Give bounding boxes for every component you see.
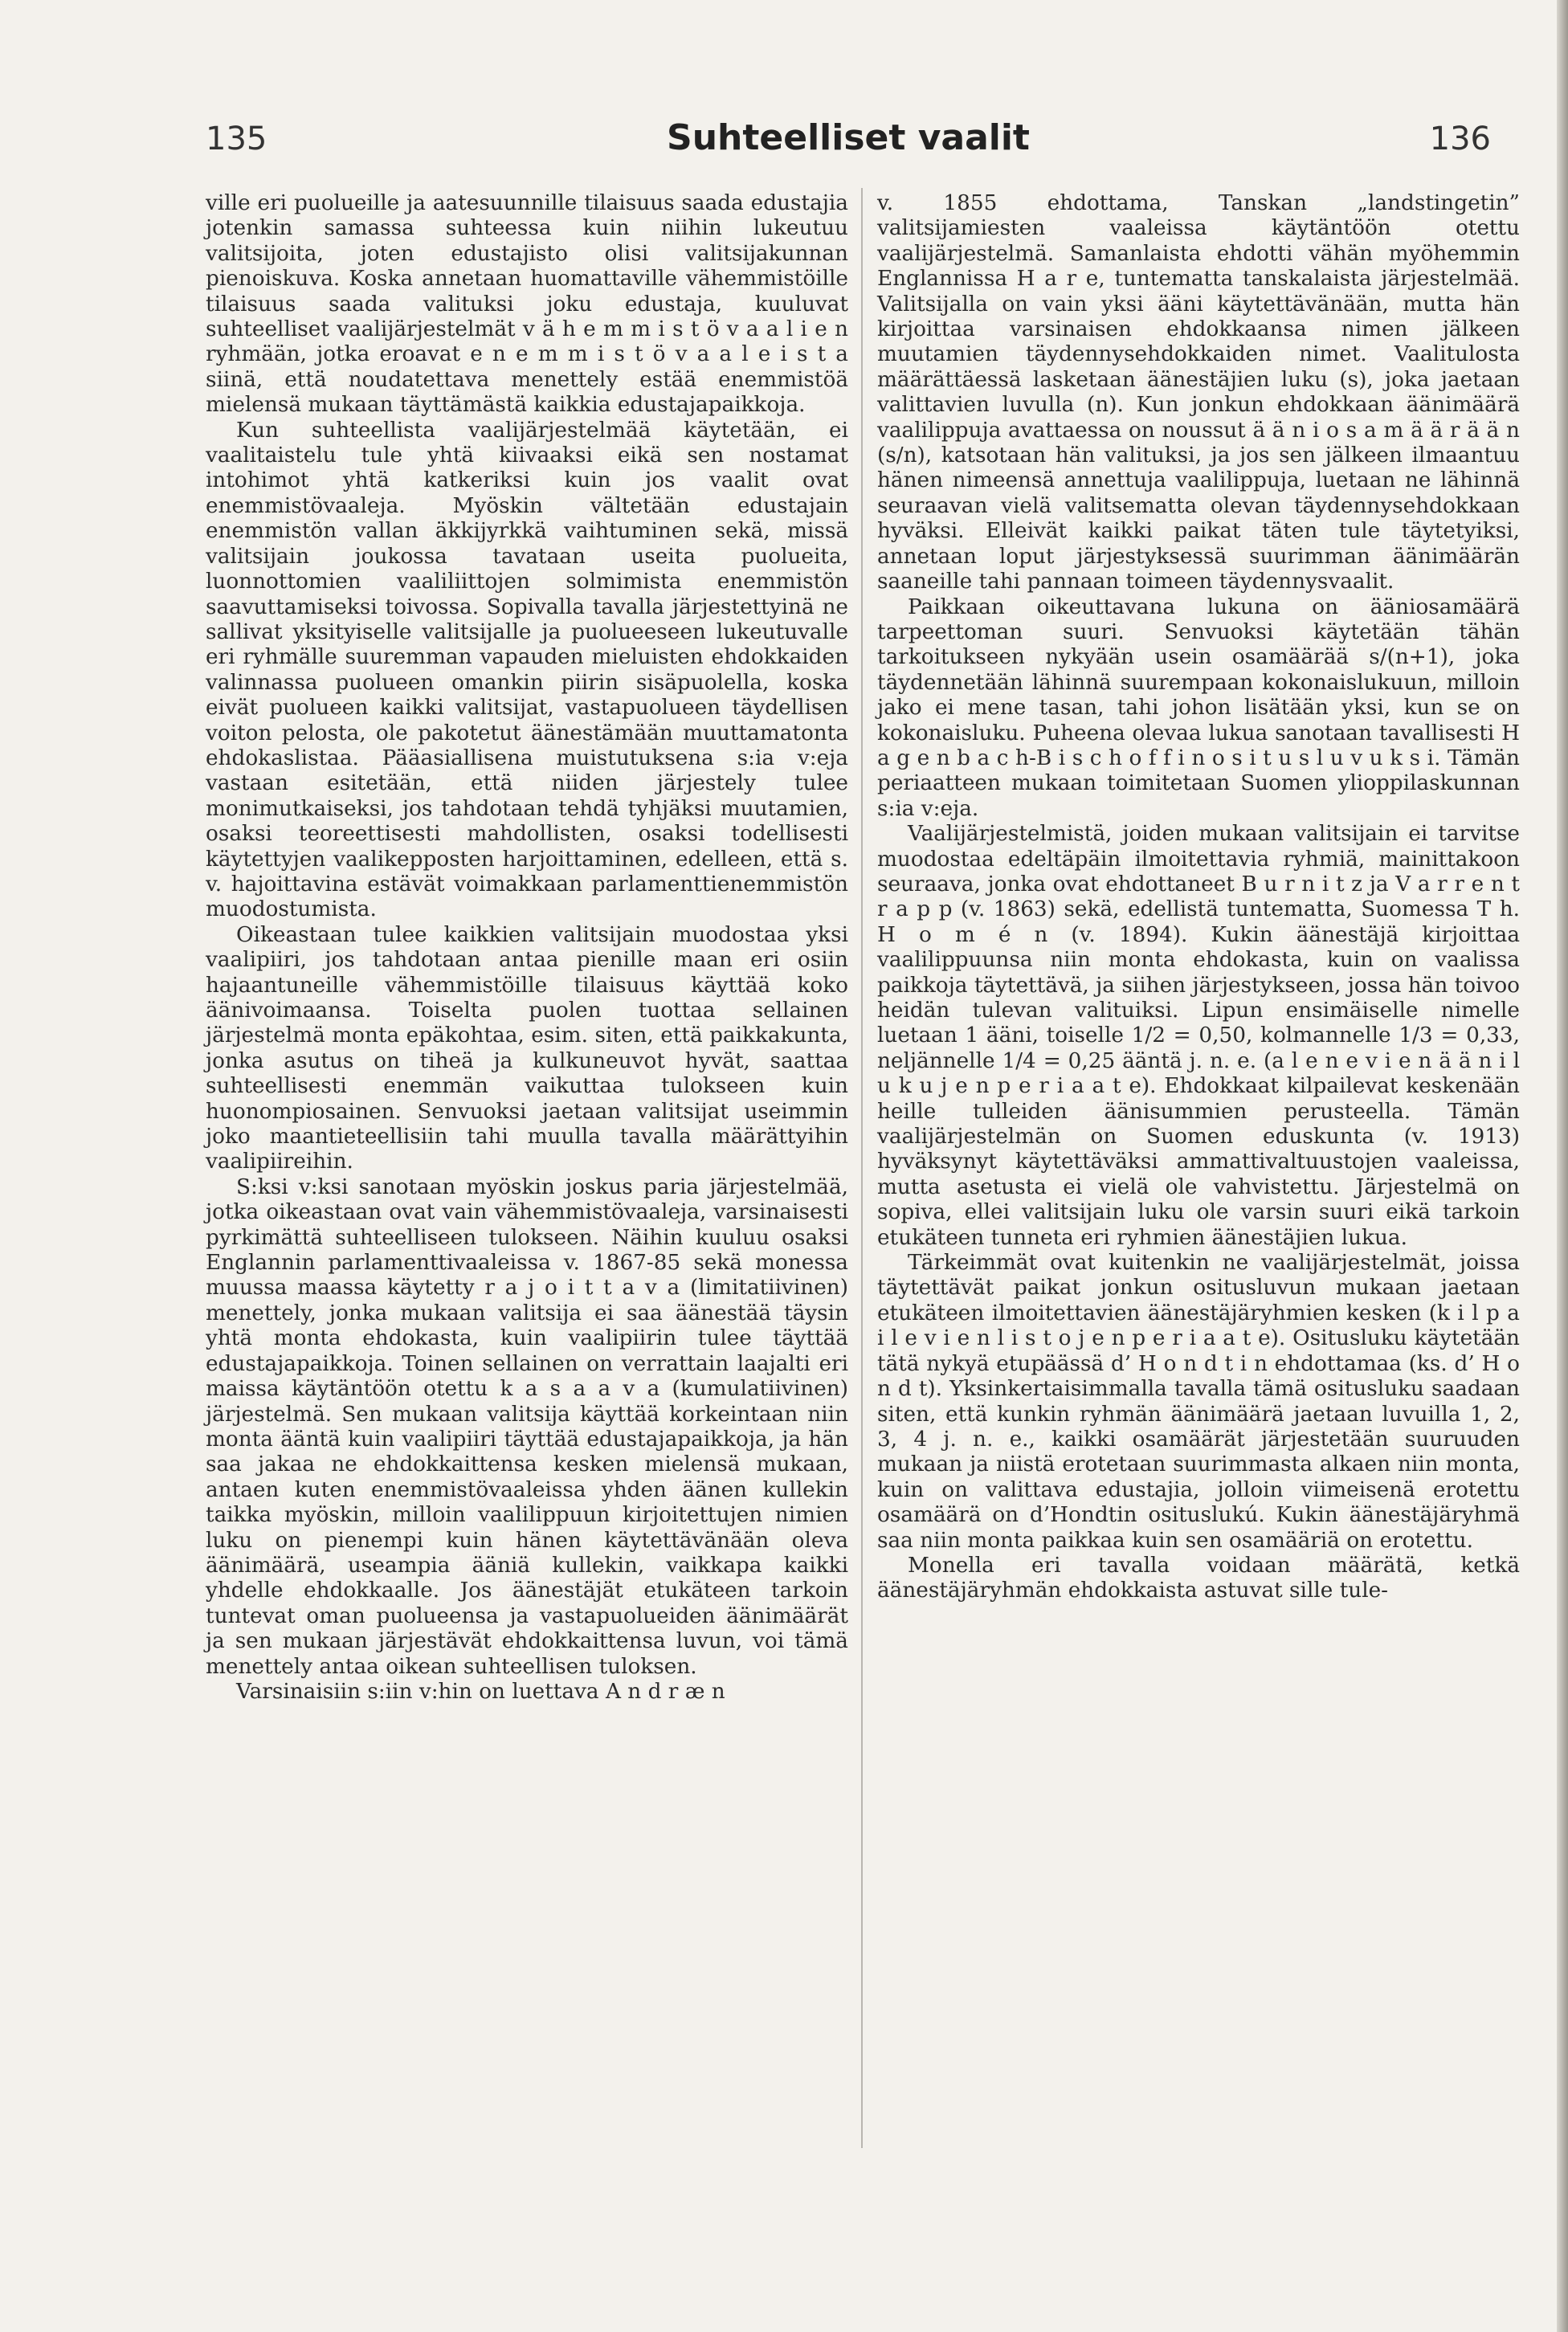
paragraph: Oikeastaan tulee kaikkien valitsijain muodostaa yksi vaalipiiri, jos tahdotaan antaa pienille maan eri osiin hajaantuneille vähemmistöille tilaisuus käyttää koko äänivoimaansa. Toiselta puolen tuottaa sellainen järjestelmä monta epäkohtaa, esim. siten, että paikkakunta, jonka asutus on tiheä ja kulkuneuvot hyvät, saattaa suhteellisesti enemmän vaikuttaa tulokseen kuin huonompiosainen. Senvuoksi jaetaan valitsijat useimmin joko maantieteellisiin tahi muulla tavalla määrättyihin vaalipiireihin. <box>206 922 848 1174</box>
left-column <box>206 191 848 1705</box>
paragraph: Vaalijärjestelmistä, joiden mukaan valitsijain ei tarvitse muodostaa edeltäpäin ilmoitettavia ryhmiä, mainittakoon seuraava, jonka ovat ehdottaneet B u r n i t z ja V a r r e n t r a p p (v. 1863) sekä, edellistä tuntematta, Suomessa T h. H o m é n (v. 1894). Kukin äänestäjä kirjoittaa vaalilippuunsa niin monta ehdokasta, kuin on vaalissa paikkoja täytettävä, ja siihen järjestykseen, jossa hän toivoo heidän tulevan valituiksi. Lipun ensimäiselle nimelle luetaan 1 ääni, toiselle 1/2 = 0,50, kolmannelle 1/3 = 0,33, neljännelle 1/4 = 0,25 ääntä j. n. e. (a l e n e v i e n ä ä n i l u k u j e n p e r i a a t e). Ehdokkaat kilpailevat keskenään heille tulleiden äänisummien perusteella. Tämän vaalijärjestelmän on Suomen eduskunta (v. 1913) hyväksynyt käytettäväksi ammattivaltuustojen vaaleissa, mutta asetusta ei vielä ole vahvistettu. Järjestelmä on sopiva, ellei valitsijain luku ole varsin suuri eikä tarkoin etukäteen tunneta eri ryhmien äänestäjien lukua. <box>877 822 1520 1250</box>
column-divider <box>861 188 863 2148</box>
paragraph: Monella eri tavalla voidaan määrätä, ketkä äänestäjäryhmän ehdokkaista astuvat sille tule- <box>877 1553 1520 1603</box>
page-edge-shadow <box>1557 0 1568 2332</box>
right-column <box>877 191 1520 1604</box>
paragraph: v. 1855 ehdottama, Tanskan „landstingetin” valitsijamiesten vaaleissa käytäntöön otettu vaalijärjestelmä. Samanlaista ehdotti vähän myöhemmin Englannissa H a r e, tuntematta tanskalaista järjestelmää. Valitsijalla on vain yksi ääni käytettävänään, mutta hän kirjoittaa varsinaisen ehdokkaansa nimen jälkeen muutamien täydennysehdokkaiden nimet. Vaalitulosta määrättäessä lasketaan äänestäjien luku (s), joka jaetaan valittavien luvulla (n). Kun jonkun ehdokkaan äänimäärä vaalilippuja avattaessa on noussut ä ä n i o s a m ä ä r ä ä n (s/n), katsotaan hän valituksi, ja jos sen jälkeen ilmaantuu hänen nimeensä annettuja vaalilippuja, luetaan ne lähinnä seuraavan vielä valitsematta olevan täydennysehdokkaan hyväksi. Elleivät kaikki paikat täten tule täytetyiksi, annetaan loput järjestyksessä suurimman äänimäärän saaneille tahi pannaan toimeen täydennysvaalit. <box>877 191 1520 594</box>
page-number-right: 136 <box>1429 120 1491 157</box>
paragraph: Kun suhteellista vaalijärjestelmää käytetään, ei vaalitaistelu tule yhtä kiivaaksi eikä sen nostamat intohimot yhtä katkeriksi kuin jos vaalit ovat enemmistövaaleja. Myöskin vältetään edustajain enemmistön vallan äkkijyrkkä vaihtuminen sekä, missä valitsijain joukossa tavataan useita puolueita, luonnottomien vaaliliittojen solmimista enemmistön saavuttamiseksi toivossa. Sopivalla tavalla järjestettyinä ne sallivat yksityiselle valitsijalle ja puolueeseen lukeutuvalle eri ryhmälle suuremman vapauden mieluisten ehdokkaiden valinnassa puolueen omankin piirin sisäpuolella, koska eivät puolueen kaikki valitsijat, vastapuolueen täydellisen voiton pelosta, ole pakotetut äänestämään muuttamatonta ehdokaslistaa. Pääasiallisena muistutuksena s:ia v:eja vastaan esitetään, että niiden järjestely tulee monimutkaiseksi, jos tahdotaan tehdä tyhjäksi muutamien, osaksi teoreettisesti mahdollisten, osaksi todellisesti käytettyjen vaalikepposten harjoittaminen, edelleen, että s. v. hajoittavina estävät voimakkaan parlamenttienemmistön muodostumista. <box>206 418 848 922</box>
paragraph: Tärkeimmät ovat kuitenkin ne vaalijärjestelmät, joissa täytettävät paikat jonkun ositusluvun mukaan jaetaan etukäteen ilmoitettavien äänestäjäryhmien kesken (k i l p a i l e v i e n l i s t o j e n p e r i a a t e). Ositusluku käytetään tätä nykyä etupäässä d’ H o n d t i n ehdottamaa (ks. d’ H o n d t). Yksinkertaisimmalla tavalla tämä ositusluku saadaan siten, että kunkin ryhmän äänimäärä jaetaan luvuilla 1, 2, 3, 4 j. n. e., kaikki osamäärät järjestetään suuruuden mukaan ja niistä erotetaan suurimmasta alkaen niin monta, kuin on valittava edustajia, jolloin viimeisenä erotettu osamäärä on d’Hondtin osituslukú. Kukin äänestäjäryhmä saa niin monta paikkaa kuin sen osamääriä on erotettu. <box>877 1251 1520 1553</box>
paragraph: ville eri puolueille ja aatesuunnille tilaisuus saada edustajia jotenkin samassa suhteessa kuin niihin lukeutuu valitsijoita, joten edustajisto olisi valitsijakunnan pienoiskuva. Koska annetaan huomattaville vähemmistöille tilaisuus saada valituksi joku edustaja, kuuluvat suhteelliset vaalijärjestelmät v ä h e m m i s t ö v a a l i e n ryhmään, jotka eroavat e n e m m i s t ö v a a l e i s t a siinä, että noudatettava menettely estää enemmistöä mielensä mukaan täyttämästä kaikkia edustajapaikkoja. <box>206 191 848 418</box>
page-number-left: 135 <box>206 120 267 157</box>
paragraph: Varsinaisiin s:iin v:hin on luettava A n d r æ n <box>236 1679 725 1704</box>
page-header <box>206 117 1491 169</box>
paragraph: Paikkaan oikeuttavana lukuna on ääniosamäärä tarpeettoman suuri. Senvuoksi käytetään tähän tarkoitukseen nykyään usein osamäärää s/(n+1), joka täydennetään lähinnä suurempaan kokonaislukuun, milloin jako ei mene tasan, tahi johon lisätään yksi, kun se on kokonaisluku. Puheena olevaa lukua sanotaan tavallisesti H a g e n b a c h-B i s c h o f f i n o s i t u s l u v u k s i. Tämän periaatteen mukaan toimitetaan Suomen ylioppilaskunnan s:ia v:eja. <box>877 594 1520 821</box>
paragraph: S:ksi v:ksi sanotaan myöskin joskus paria järjestelmää, jotka oikeastaan ovat vain vähemmistövaaleja, varsinaisesti pyrkimättä suhteelliseen tulokseen. Näihin kuuluu osaksi Englannin parlamenttivaaleissa v. 1867-85 sekä monessa muussa maassa käytetty r a j o i t t a v a (limitatiivinen) menettely, jonka mukaan valitsija ei saa äänestää täysin yhtä monta ehdokasta, kuin vaalipiirin tulee täyttää edustajapaikkoja. Toinen sellainen on verrattain laajalti eri maissa käytäntöön otettu k a s a a v a (kumulatiivinen) järjestelmä. Sen mukaan valitsija käyttää korkeintaan niin monta ääntä kuin vaalipiiri täyttää edustajapaikkoja, ja hän saa jakaa ne ehdokkaittensa kesken mielensä mukaan, antaen kuten enemmistövaaleissa yhden äänen kullekin taikka myöskin, milloin vaalilippuun kirjoitettujen nimien luku on pienempi kuin hänen käytettävänään oleva äänimäärä, useampia ääniä kullekin, vaikkapa kaikki yhdelle ehdokkaalle. Jos äänestäjät etukäteen tarkoin tuntevat oman puolueensa ja vastapuolueiden äänimäärät ja sen mukaan järjestävät ehdokkaittensa luvun, voi tämä menettely antaa oikean suhteellisen tuloksen. <box>206 1174 848 1679</box>
page-title: Suhteelliset vaalit <box>667 117 1030 158</box>
